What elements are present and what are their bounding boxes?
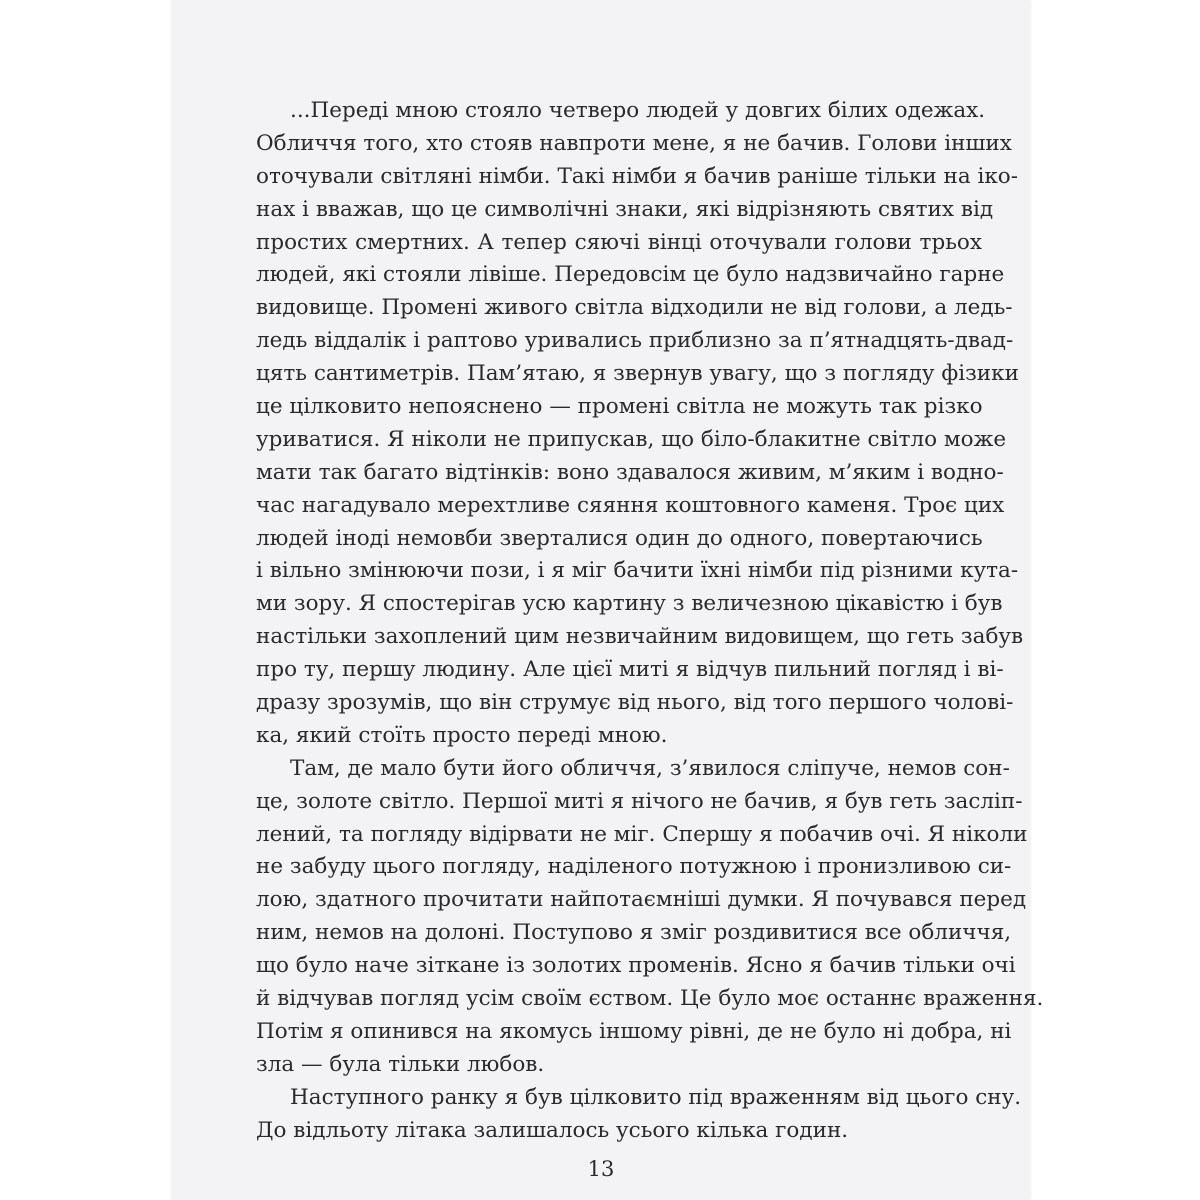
paragraph-1-line-7: видовище. Промені живого світла відходили не від голови, а ледь- bbox=[256, 295, 1013, 321]
paragraph-1-line-20: ка, який стоїть просто переді мною. bbox=[256, 722, 668, 748]
book-page bbox=[172, 0, 1044, 1200]
paragraph-1-line-18: про ту, першу людину. Але цієї миті я відчув пильний погляд і ві- bbox=[256, 657, 1004, 683]
body-text bbox=[256, 95, 1044, 1148]
paragraph-1-line-16: ми зору. Я спостерігав усю картину з величезною цікавістю і був bbox=[256, 591, 1003, 617]
paragraph-1-line-12: мати так багато відтінків: воно здавалося живим, м’яким і водно- bbox=[256, 459, 1004, 485]
paragraph-1-line-4: нах і вважав, що це символічні знаки, які відрізняють святих від bbox=[256, 196, 994, 222]
paragraph-2-line-2: це, золоте світло. Першої миті я нічого не бачив, я був геть засліп- bbox=[256, 788, 1023, 814]
paragraph-1-line-1: ...Переді мною стояло четверо людей у довгих білих одежах. bbox=[290, 98, 986, 123]
paragraph-2-line-3: лений, та погляду відірвати не міг. Спершу я побачив очі. Я ніколи bbox=[256, 821, 1028, 847]
paragraph-2-line-5: лою, здатного прочитати найпотаємніші думки. Я почувався перед bbox=[256, 887, 1027, 913]
paragraph-2-line-10: зла — була тільки любов. bbox=[256, 1051, 545, 1077]
paragraph-1-line-6: людей, які стояли лівіше. Передовсім це було надзвичайно гарне bbox=[256, 262, 1005, 288]
paragraph-1-line-8: ледь віддалік і раптово уривались приблизно за п’ятнадцять-двад- bbox=[256, 328, 1014, 354]
paragraph-1-line-19: дразу зрозумів, що він струмує від нього, від того першого чолові- bbox=[256, 690, 1014, 716]
paragraph-2-line-7: що було наче зіткане із золотих променів. Ясно я бачив тільки очі bbox=[256, 953, 1016, 979]
paragraph-2-line-8: й відчував погляд усім своїм єством. Це було моє останнє враження. bbox=[256, 986, 1044, 1012]
paragraph-1-line-2: Обличчя того, хто стояв навпроти мене, я не бачив. Голови інших bbox=[256, 130, 1012, 156]
paragraph-1-line-3: оточували світляні німби. Такі німби я бачив раніше тільки на іко- bbox=[256, 163, 1019, 189]
paragraph-1-line-5: простих смертних. А тепер сяючі вінці оточували голови трьох bbox=[256, 229, 982, 255]
paragraph-1-line-10: це цілковито непояснено — промені світла не можуть так різко bbox=[256, 394, 983, 420]
page-number: 13 bbox=[587, 1157, 615, 1181]
paragraph-3-line-2: До відльоту літака залишалось усього кілька годин. bbox=[256, 1117, 849, 1143]
paragraph-1-line-13: час нагадувало мерехтливе сяяння коштовного каменя. Троє цих bbox=[256, 492, 1005, 518]
paragraph-1-line-15: і вільно змінюючи пози, і я міг бачити їхні німби під різними кута- bbox=[256, 558, 1019, 584]
paragraph-2-line-9: Потім я опинився на якомусь іншому рівні, де не було ні добра, ні bbox=[256, 1018, 1012, 1044]
paragraph-2-line-1: Там, де мало бути його обличчя, з’явилося сліпуче, немов сон- bbox=[290, 755, 1010, 781]
paragraph-1-line-14: людей іноді немовби зверталися один до одного, повертаючись bbox=[256, 525, 983, 551]
paragraph-1-line-17: настільки захоплений цим незвичайним видовищем, що геть забув bbox=[256, 624, 1024, 650]
paragraph-3-line-1: Наступного ранку я був цілковито під враженням від цього сну. bbox=[290, 1084, 1022, 1110]
paragraph-1-line-11: уриватися. Я ніколи не припускав, що біло-блакитне світло може bbox=[256, 426, 1007, 452]
paragraph-1-line-9: цять сантиметрів. Пам’ятаю, я звернув увагу, що з погляду фізики bbox=[256, 361, 1019, 387]
paragraph-2-line-4: не забуду цього погляду, наділеного потужною і пронизливою си- bbox=[256, 854, 1012, 880]
paragraph-2-line-6: ним, немов на долоні. Поступово я зміг роздивитися все обличчя, bbox=[256, 920, 1012, 946]
